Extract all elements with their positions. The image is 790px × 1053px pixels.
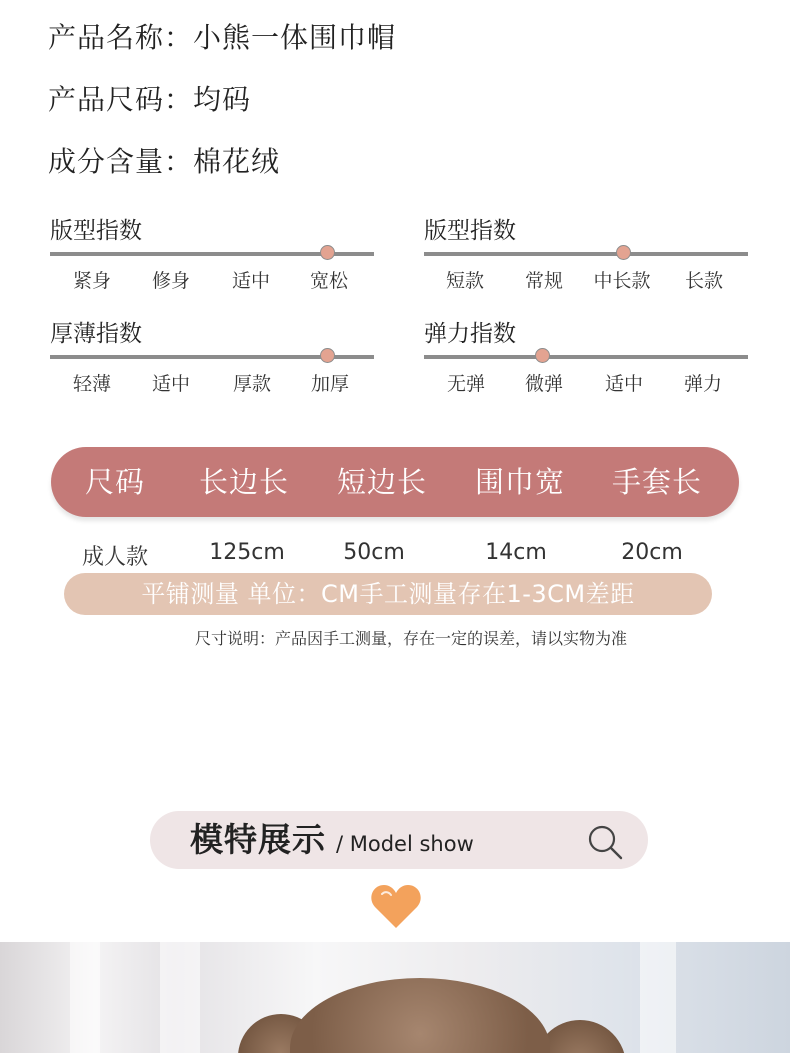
bear-hat [290, 978, 550, 1053]
index-knob [535, 348, 550, 363]
index-title: 版型指数 [424, 218, 516, 244]
index-label: 适中 [231, 270, 270, 292]
photo-curtain [70, 942, 100, 1053]
index-label: 无弹 [446, 373, 485, 395]
index-label: 短款 [445, 270, 484, 292]
index-label: 长款 [684, 270, 723, 292]
product-name-line: 产品名称：小熊一体围巾帽 [48, 21, 397, 54]
size-row-cell: 成人款 [81, 545, 148, 570]
size-row-cell: 125cm [209, 540, 285, 565]
size-header-cell: 短边长 [336, 465, 427, 499]
index-track [424, 355, 748, 359]
size-header-cell: 手套长 [611, 465, 702, 499]
index-labels [50, 266, 374, 292]
size-header-cell: 围巾宽 [474, 465, 565, 499]
index-label: 适中 [604, 373, 643, 395]
model-show-banner [150, 811, 648, 869]
index-label: 微弹 [524, 373, 563, 395]
fit-index [50, 216, 374, 292]
size-header-cell: 长边长 [198, 465, 289, 499]
length-index [424, 216, 748, 292]
index-label: 轻薄 [72, 373, 111, 395]
size-row-cell: 50cm [343, 540, 405, 565]
product-material-line: 成分含量：棉花绒 [48, 145, 281, 178]
index-label: 弹力 [683, 373, 722, 395]
model-show-subtitle: / Model show [336, 832, 474, 856]
elasticity-index [424, 319, 748, 395]
index-knob [320, 348, 335, 363]
index-label: 加厚 [310, 373, 349, 395]
size-header-cell: 尺码 [84, 465, 145, 499]
index-track [50, 252, 374, 256]
search-icon[interactable] [586, 823, 624, 861]
index-knob [320, 245, 335, 260]
model-show-title: 模特展示 [190, 820, 326, 859]
index-track [50, 355, 374, 359]
index-label: 适中 [151, 373, 190, 395]
photo-curtain [160, 942, 200, 1053]
index-title: 厚薄指数 [50, 321, 142, 347]
photo-curtain [640, 942, 676, 1053]
size-table-header [51, 447, 739, 517]
index-labels [50, 369, 374, 395]
index-label: 常规 [524, 270, 563, 292]
index-title: 弹力指数 [424, 321, 516, 347]
measure-note-bar: 平铺测量 单位：CM手工测量存在1-3CM差距 [64, 573, 712, 615]
model-photo [0, 942, 790, 1053]
size-row-cell: 14cm [485, 540, 547, 565]
index-label: 修身 [151, 270, 190, 292]
index-labels [424, 266, 748, 292]
index-label: 中长款 [593, 270, 651, 292]
index-label: 宽松 [309, 270, 348, 292]
heart-icon [370, 882, 422, 930]
index-knob [616, 245, 631, 260]
index-label: 厚款 [232, 373, 271, 395]
index-title: 版型指数 [50, 218, 142, 244]
thickness-index [50, 319, 374, 395]
index-labels [424, 369, 748, 395]
size-row-cell: 20cm [621, 540, 683, 565]
index-label: 紧身 [72, 270, 111, 292]
product-size-line: 产品尺码：均码 [48, 83, 252, 116]
index-track [424, 252, 748, 256]
size-disclaimer: 尺寸说明：产品因手工测量，存在一定的误差，请以实物为准 [194, 629, 627, 648]
